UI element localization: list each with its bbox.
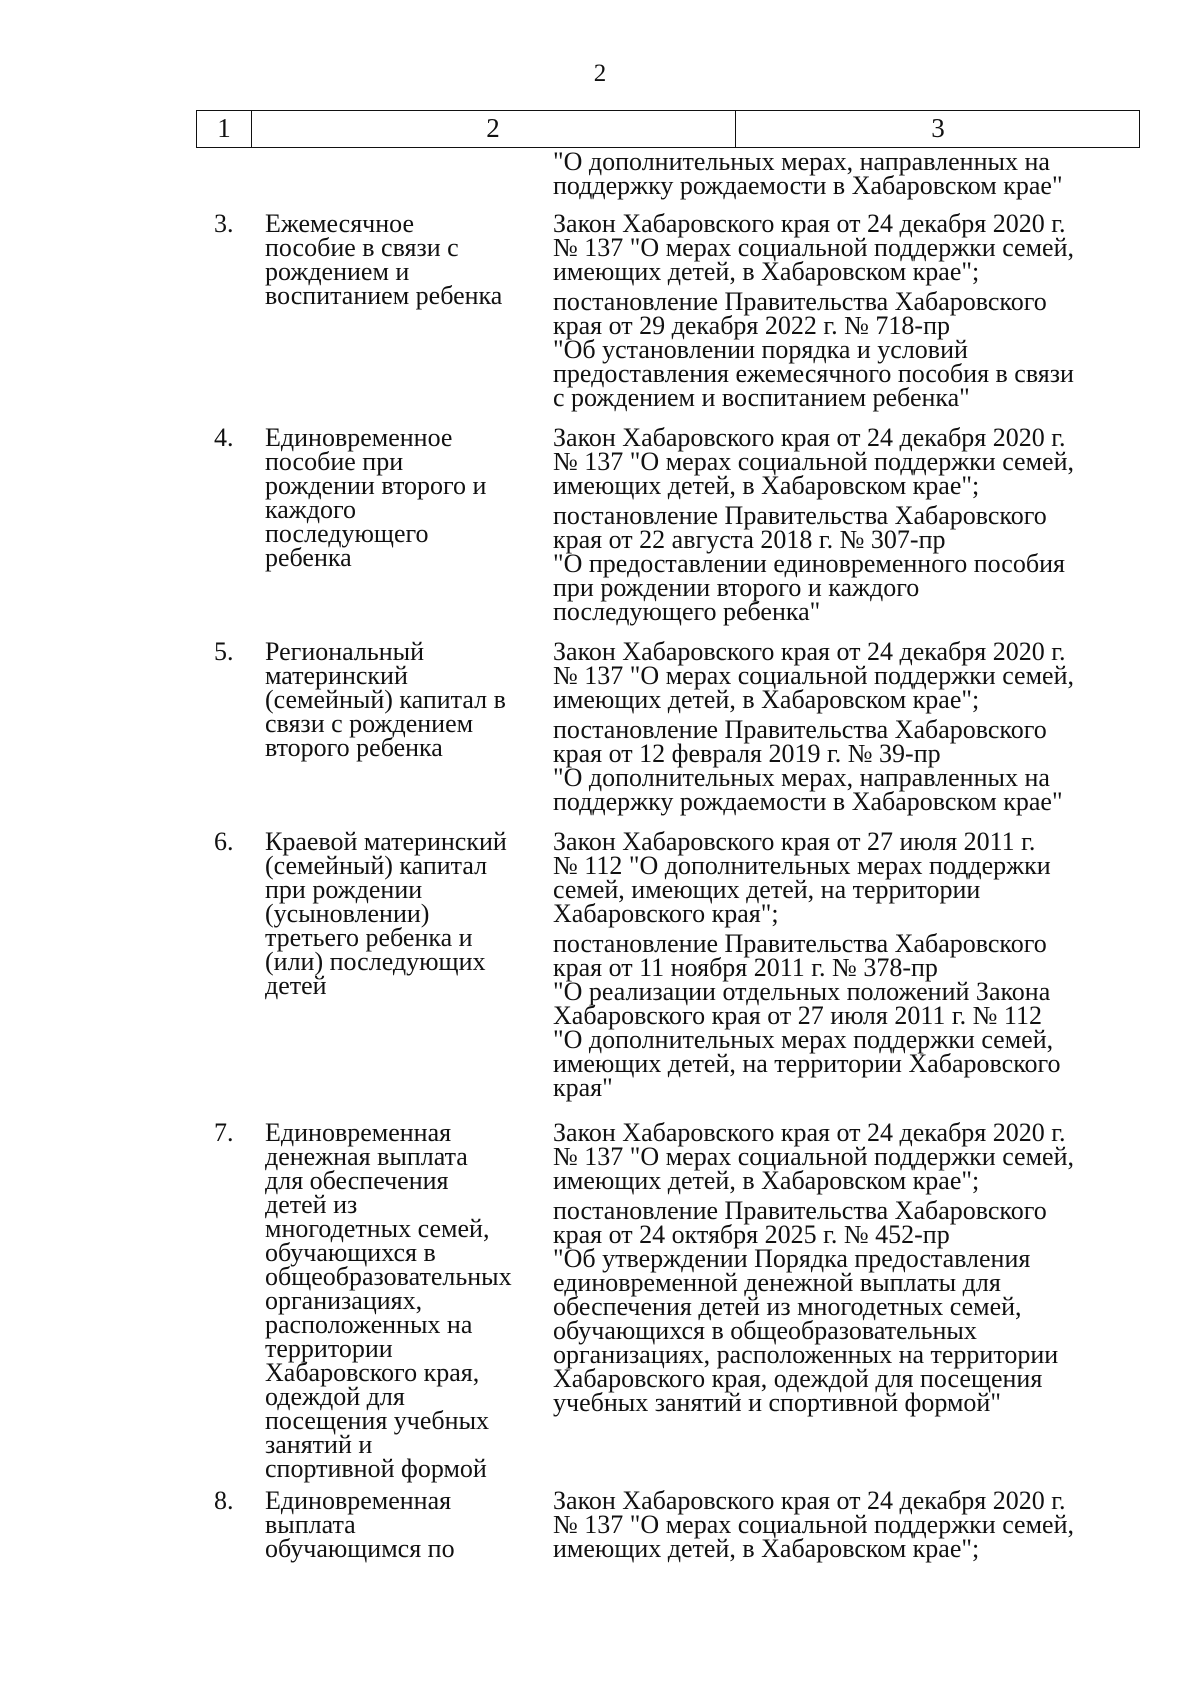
benefit-name-line: Краевой материнский (265, 827, 507, 856)
legal-basis-line: № 112 "О дополнительных мерах поддержки (553, 851, 1051, 880)
row-number: 8. (214, 1486, 234, 1515)
legal-basis-line: имеющих детей, в Хабаровском крае"; (553, 685, 980, 714)
legal-basis-line: Хабаровского края от 27 июля 2011 г. № 112 (553, 1001, 1042, 1030)
legal-basis-line: обучающихся в общеобразовательных (553, 1316, 977, 1345)
benefit-name-line: обучающихся в (265, 1238, 436, 1267)
legal-basis-line: имеющих детей, в Хабаровском крае"; (553, 1534, 980, 1563)
benefit-name-line: Ежемесячное (265, 209, 415, 238)
legal-basis-line: "О реализации отдельных положений Закона (553, 977, 1051, 1006)
legal-basis-line: семей, имеющих детей, на территории (553, 875, 981, 904)
legal-basis-line: постановление Правительства Хабаровского (553, 929, 1047, 958)
benefit-name-line: организациях, (265, 1286, 423, 1315)
benefit-name-line: третьего ребенка и (265, 923, 473, 952)
row-number: 3. (214, 209, 234, 238)
benefit-name-line: (семейный) капитал (265, 851, 488, 880)
legal-basis-line: № 137 "О мерах социальной поддержки семей, (553, 661, 1075, 690)
legal-basis-line: поддержку рождаемости в Хабаровском крае" (553, 787, 1063, 816)
legal-basis-line: № 137 "О мерах социальной поддержки семей, (553, 233, 1075, 262)
benefit-name-line: каждого (265, 495, 356, 524)
benefit-name-line: (семейный) капитал в (265, 685, 506, 714)
legal-basis-line: постановление Правительства Хабаровского (553, 287, 1047, 316)
benefit-name-line: рождении второго и (265, 471, 487, 500)
row-number: 5. (214, 637, 234, 666)
benefit-name-line: последующего (265, 519, 429, 548)
legal-basis-line: имеющих детей, в Хабаровском крае"; (553, 1166, 980, 1195)
legal-basis-line: края от 22 августа 2018 г. № 307-пр (553, 525, 946, 554)
benefit-name-line: (или) последующих (265, 947, 486, 976)
legal-basis-line: "О дополнительных мерах поддержки семей, (553, 1025, 1054, 1054)
legal-basis-line: Закон Хабаровского края от 24 декабря 2020 г. (553, 209, 1066, 238)
legal-basis-line: "Об утверждении Порядка предоставления (553, 1244, 1031, 1273)
benefit-name-line: рождением и (265, 257, 410, 286)
benefit-name-line: Региональный (265, 637, 425, 666)
benefit-name-line: выплата (265, 1510, 356, 1539)
benefit-name-line: Единовременная (265, 1118, 452, 1147)
benefit-name-line: занятий и (265, 1430, 373, 1459)
benefit-name-line: одеждой для (265, 1382, 405, 1411)
benefit-name-line: (усыновлении) (265, 899, 430, 928)
benefit-name-line: пособие в связи с (265, 233, 459, 262)
legal-basis-line: Хабаровского края"; (553, 899, 779, 928)
legal-basis-line: Закон Хабаровского края от 27 июля 2011 г. (553, 827, 1036, 856)
benefit-name-line: детей из (265, 1190, 358, 1219)
continuation-line: "О дополнительных мерах, направленных на (553, 147, 1050, 176)
legal-basis-line: "О предоставлении единовременного пособия (553, 549, 1065, 578)
legal-basis-line: с рождением и воспитанием ребенка" (553, 383, 970, 412)
benefit-name-line: ребенка (265, 543, 352, 572)
legal-basis-line: Закон Хабаровского края от 24 декабря 2020 г. (553, 637, 1066, 666)
legal-basis-line: Закон Хабаровского края от 24 декабря 2020 г. (553, 423, 1066, 452)
benefit-name-line: расположенных на (265, 1310, 473, 1339)
benefit-name-line: пособие при (265, 447, 404, 476)
benefit-name-line: детей (265, 971, 327, 1000)
legal-basis-line: № 137 "О мерах социальной поддержки семей, (553, 1142, 1075, 1171)
table-header (196, 110, 1140, 148)
legal-basis-line: "О дополнительных мерах, направленных на (553, 763, 1050, 792)
legal-basis-line: края от 11 ноября 2011 г. № 378-пр (553, 953, 938, 982)
legal-basis-line: постановление Правительства Хабаровского (553, 501, 1047, 530)
legal-basis-line: последующего ребенка" (553, 597, 821, 626)
legal-basis-line: Закон Хабаровского края от 24 декабря 2020 г. (553, 1486, 1066, 1515)
legal-basis-line: края" (553, 1073, 613, 1102)
benefit-name-line: многодетных семей, (265, 1214, 490, 1243)
header-col-3: 3 (931, 113, 945, 143)
legal-basis-line: Хабаровского края, одеждой для посещения (553, 1364, 1043, 1393)
benefit-name-line: спортивной формой (265, 1454, 487, 1483)
legal-basis-line: имеющих детей, в Хабаровском крае"; (553, 471, 980, 500)
benefit-name-line: посещения учебных (265, 1406, 490, 1435)
benefit-name-line: для обеспечения (265, 1166, 449, 1195)
benefit-name-line: денежная выплата (265, 1142, 468, 1171)
legal-basis-line: имеющих детей, в Хабаровском крае"; (553, 257, 980, 286)
legal-basis-line: постановление Правительства Хабаровского (553, 1196, 1047, 1225)
legal-basis-line: предоставления ежемесячного пособия в связи (553, 359, 1074, 388)
benefit-name-line: территории (265, 1334, 393, 1363)
benefit-name-line: при рождении (265, 875, 423, 904)
legal-basis-line: постановление Правительства Хабаровского (553, 715, 1047, 744)
benefit-name-line: второго ребенка (265, 733, 443, 762)
header-col-2: 2 (251, 111, 736, 147)
benefit-name-line: связи с рождением (265, 709, 474, 738)
legal-basis-line: края от 29 декабря 2022 г. № 718-пр (553, 311, 950, 340)
benefit-name-line: общеобразовательных (265, 1262, 512, 1291)
benefit-name-line: Хабаровского края, (265, 1358, 480, 1387)
benefit-name-line: материнский (265, 661, 408, 690)
legal-basis-line: обеспечения детей из многодетных семей, (553, 1292, 1022, 1321)
page-number: 2 (593, 60, 607, 87)
continuation-line: поддержку рождаемости в Хабаровском крае" (553, 171, 1063, 200)
legal-basis-line: № 137 "О мерах социальной поддержки семей, (553, 1510, 1075, 1539)
legal-basis-line: единовременной денежной выплаты для (553, 1268, 1001, 1297)
header-col-1: 1 (197, 111, 252, 147)
row-number: 4. (214, 423, 234, 452)
legal-basis-line: при рождении второго и каждого (553, 573, 920, 602)
legal-basis-line: организациях, расположенных на территории (553, 1340, 1059, 1369)
benefit-name-line: Единовременная (265, 1486, 452, 1515)
benefit-name-line: Единовременное (265, 423, 453, 452)
legal-basis-line: имеющих детей, на территории Хабаровского (553, 1049, 1061, 1078)
legal-basis-line: края от 12 февраля 2019 г. № 39-пр (553, 739, 941, 768)
legal-basis-line: Закон Хабаровского края от 24 декабря 2020 г. (553, 1118, 1066, 1147)
row-number: 6. (214, 827, 234, 856)
legal-basis-line: № 137 "О мерах социальной поддержки семей, (553, 447, 1075, 476)
row-number: 7. (214, 1118, 234, 1147)
legal-basis-line: учебных занятий и спортивной формой" (553, 1388, 1001, 1417)
legal-basis-line: края от 24 октября 2025 г. № 452-пр (553, 1220, 950, 1249)
legal-basis-line: "Об установлении порядка и условий (553, 335, 968, 364)
benefit-name-line: воспитанием ребенка (265, 281, 503, 310)
benefit-name-line: обучающимся по (265, 1534, 455, 1563)
